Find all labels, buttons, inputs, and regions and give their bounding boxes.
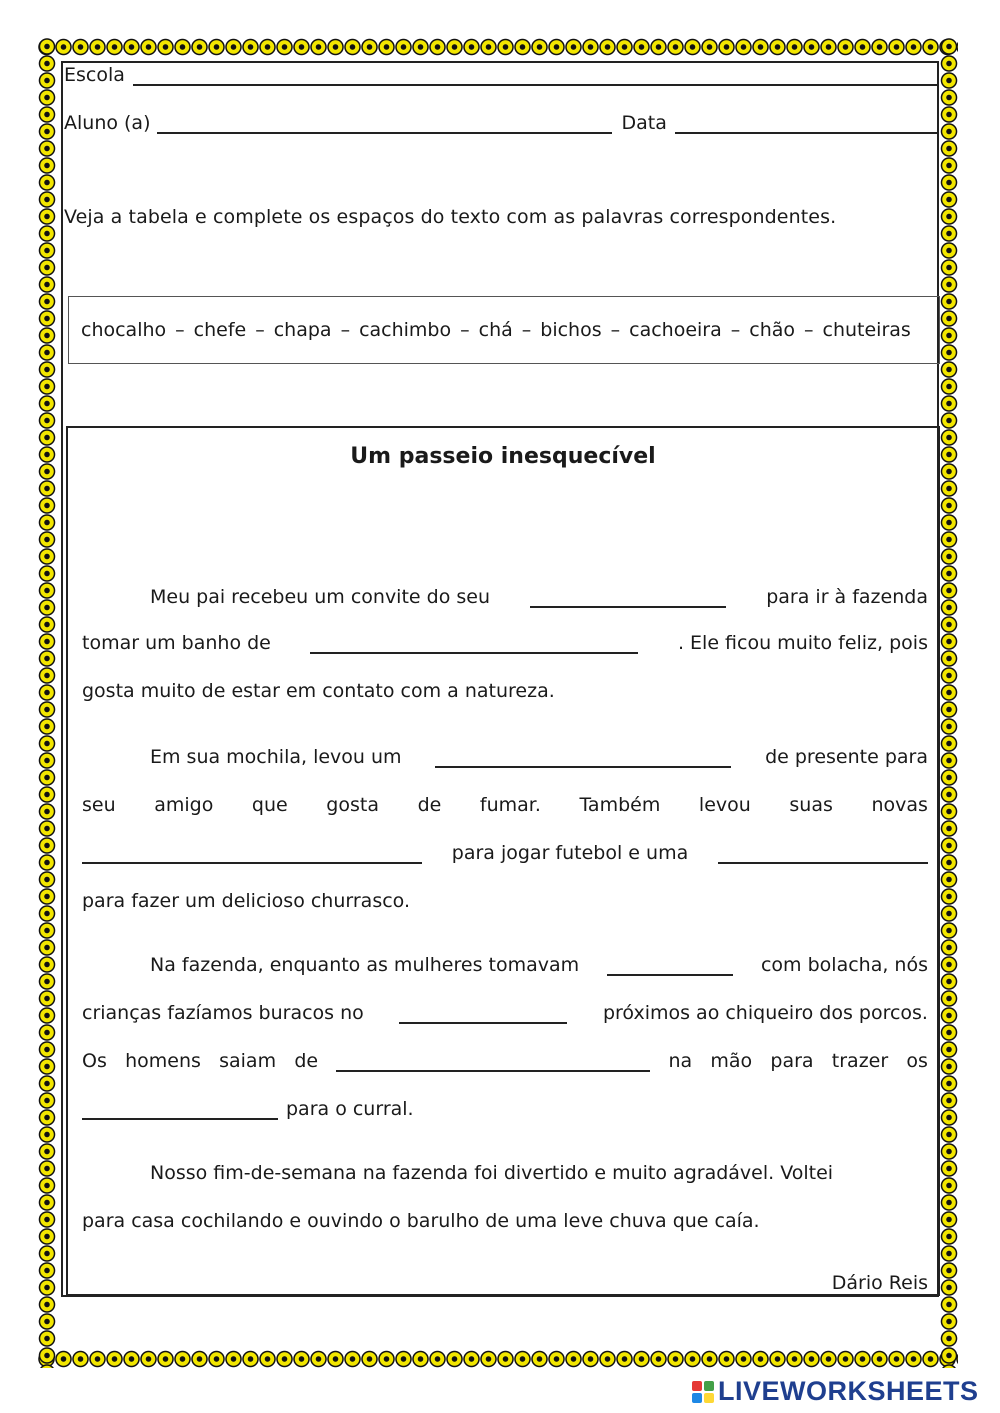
instructions-text: Veja a tabela e complete os espaços do texto com as palavras correspondentes. [64,206,837,228]
word-chuteiras: chuteiras [822,319,911,341]
blank-chapa[interactable] [718,842,928,864]
story-box [66,426,940,1296]
decorative-border-left [38,38,56,1368]
p3-word: de [294,1050,319,1072]
p3-text-d: próximos ao chiqueiro dos porcos. [602,1002,928,1024]
p2-word: de [417,794,442,816]
p3-word: homens [125,1050,201,1072]
blank-chefe[interactable] [530,586,726,608]
p1-text-c: tomar um banho de [82,632,271,654]
blank-chuteiras[interactable] [82,842,422,864]
p3-line3 [82,1046,928,1072]
student-label: Aluno (a) [64,112,151,134]
p4-line1 [82,1158,928,1184]
word-cachoeira: cachoeira [629,319,722,341]
p1-text-a: Meu pai recebeu um convite do seu [150,586,490,608]
word-cha: chá [478,319,513,341]
p2-word: levou [698,794,751,816]
blank-bichos[interactable] [82,1098,278,1120]
p2-text-b: de presente para [765,746,928,768]
decorative-border-top [38,38,958,56]
p2-word: fumar. [479,794,541,816]
logo-square [704,1381,714,1391]
blank-chao[interactable] [399,1002,567,1024]
story-title: Um passeio inesquecível [350,444,656,469]
p3-line4 [82,1094,928,1120]
p1-line1 [82,582,928,608]
blank-chocalho[interactable] [336,1050,650,1072]
word-chefe: chefe [193,319,247,341]
p3-word: Os [82,1050,107,1072]
logo-text: LIVEWORKSHEETS [718,1376,979,1406]
p3-word: na [668,1050,693,1072]
p2-text-c: para jogar futebol e uma [451,842,689,864]
p3-word: mão [710,1050,753,1072]
p1-text-d: . Ele ficou muito feliz, pois [677,632,928,654]
date-label: Data [621,112,667,134]
word-chocalho: chocalho [81,319,167,341]
p4-text-a: Nosso fim-de-semana na fazenda foi divertido e muito agradável. Voltei [150,1162,834,1184]
blank-cha[interactable] [607,954,733,976]
p3-line1 [82,950,928,976]
p2-word: gosta [326,794,379,816]
student-row [64,112,938,134]
liveworksheets-logo[interactable] [692,1376,979,1407]
p2-line2 [82,790,928,816]
p2-line1 [82,742,928,768]
p4-text-b: para casa cochilando e ouvindo o barulho de uma leve chuva que caía. [82,1210,760,1232]
p3-text-e: para o curral. [286,1098,414,1120]
p1-text-b: para ir à fazenda [766,586,928,608]
word-bichos: bichos [540,319,602,341]
p3-word: trazer [831,1050,889,1072]
p3-text-c: crianças fazíamos buracos no [82,1002,364,1024]
p1-line3 [82,676,928,702]
p1-line2 [82,628,928,654]
logo-grid-icon [692,1381,714,1403]
logo-square [692,1393,702,1403]
p2-text-d: para fazer um delicioso churrasco. [82,890,410,912]
blank-cachoeira[interactable] [310,632,638,654]
word-bank: chocalho – chefe – chapa – cachimbo – chá – bichos – cachoeira – chão – chuteiras [68,296,940,364]
p3-text-a: Na fazenda, enquanto as mulheres tomavam [150,954,580,976]
word-chao: chão [749,319,796,341]
decorative-border-bottom [38,1350,958,1368]
p1-text-e: gosta muito de estar em contato com a natureza. [82,680,555,702]
student-name-field[interactable] [157,112,612,134]
p2-word: suas [789,794,833,816]
school-row [64,64,938,86]
p3-word: os [906,1050,928,1072]
p2-line4 [82,886,928,912]
word-chapa: chapa [273,319,332,341]
author-name: Dário Reis [831,1272,928,1294]
p2-word: que [251,794,288,816]
p2-word: novas [871,794,928,816]
date-field[interactable] [675,112,938,134]
p2-word: seu [82,794,116,816]
logo-square [704,1393,714,1403]
school-field[interactable] [133,64,938,86]
p3-line2 [82,998,928,1024]
p2-word: amigo [154,794,214,816]
blank-cachimbo[interactable] [435,746,731,768]
decorative-border-right [940,38,958,1368]
school-label: Escola [64,64,125,86]
p4-line2 [82,1206,928,1232]
word-cachimbo: cachimbo [359,319,452,341]
p2-word: Também [579,794,661,816]
p2-line3 [82,838,928,864]
p3-word: saiam [219,1050,277,1072]
p3-text-b: com bolacha, nós [760,954,928,976]
p2-text-a: Em sua mochila, levou um [150,746,402,768]
p3-word: para [770,1050,814,1072]
logo-square [692,1381,702,1391]
